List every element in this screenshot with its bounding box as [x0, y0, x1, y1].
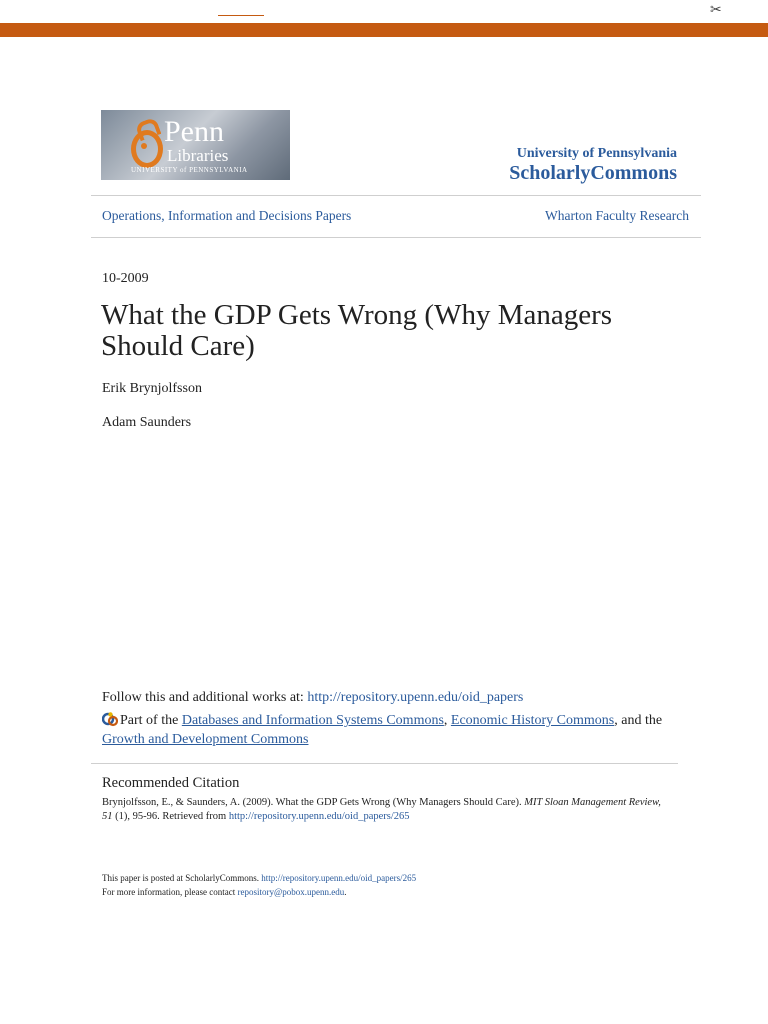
brand-scholarlycommons[interactable]: ScholarlyCommons [509, 162, 677, 184]
part-of-prefix: Part of the [120, 713, 182, 728]
follow-label: Follow this and additional works at: [102, 690, 308, 705]
part-of-line [102, 711, 682, 749]
footer-notice [102, 871, 662, 899]
series-link[interactable]: Wharton Faculty Research [545, 208, 689, 223]
citation-journal: MIT Sloan Management Review, 51 [102, 797, 661, 822]
economic-history-commons-link[interactable]: Economic History Commons [450, 713, 615, 728]
accent-band [0, 23, 768, 37]
divider-citation [91, 763, 678, 764]
footer-posted [102, 871, 662, 885]
open-access-icon [102, 711, 118, 727]
scissors-icon[interactable]: ✂ [710, 3, 722, 18]
follow-url-link[interactable]: http://repository.upenn.edu/oid_papers [307, 690, 524, 705]
collection-link[interactable]: Operations, Information and Decisions Papers [102, 208, 352, 223]
paper-title: What the GDP Gets Wrong (Why Managers Should Care) [101, 299, 613, 362]
follow-line [102, 690, 523, 706]
author-2: Adam Saunders [102, 415, 192, 430]
footer-contact-end: . [344, 887, 347, 897]
footer-posted-label: This paper is posted at ScholarlyCommons. [102, 873, 262, 883]
footer-contact [102, 885, 662, 899]
footer-contact-email[interactable]: repository@pobox.upenn.edu [237, 887, 345, 897]
citation-rest: (1), 95-96. Retrieved from [112, 811, 229, 822]
logo-penn-text: Penn [164, 115, 224, 148]
citation-main: Brynjolfsson, E., & Saunders, A. (2009). What the GDP Gets Wrong (Why Managers Should Care). [102, 797, 525, 808]
databases-commons-link[interactable]: Databases and Information Systems Commons [181, 713, 444, 728]
citation-url-link[interactable]: http://repository.upenn.edu/oid_papers/265 [228, 811, 410, 822]
footer-posted-url[interactable]: http://repository.upenn.edu/oid_papers/265 [261, 873, 417, 883]
part-of-sep-1: , [443, 713, 451, 728]
growth-development-commons-link[interactable]: Growth and Development Commons [102, 732, 309, 747]
logo-university-text: UNIVERSITY of PENNSYLVANIA [131, 166, 248, 174]
divider-top [91, 195, 701, 196]
citation-text [102, 796, 672, 824]
brand-university[interactable]: University of Pennsylvania [516, 146, 677, 161]
open-lock-body [131, 130, 163, 168]
author-1: Erik Brynjolfsson [102, 381, 202, 396]
active-tab-indicator [218, 15, 264, 16]
logo-libraries-text: Libraries [167, 146, 229, 165]
open-lock-dot [141, 143, 147, 149]
publication-date: 10-2009 [102, 271, 149, 286]
citation-heading: Recommended Citation [102, 775, 240, 791]
footer-contact-label: For more information, please contact [102, 887, 238, 897]
divider-nav [91, 237, 701, 238]
penn-libraries-logo[interactable] [101, 110, 290, 180]
part-of-sep-2: , and the [614, 713, 663, 728]
top-toolbar [0, 0, 768, 24]
